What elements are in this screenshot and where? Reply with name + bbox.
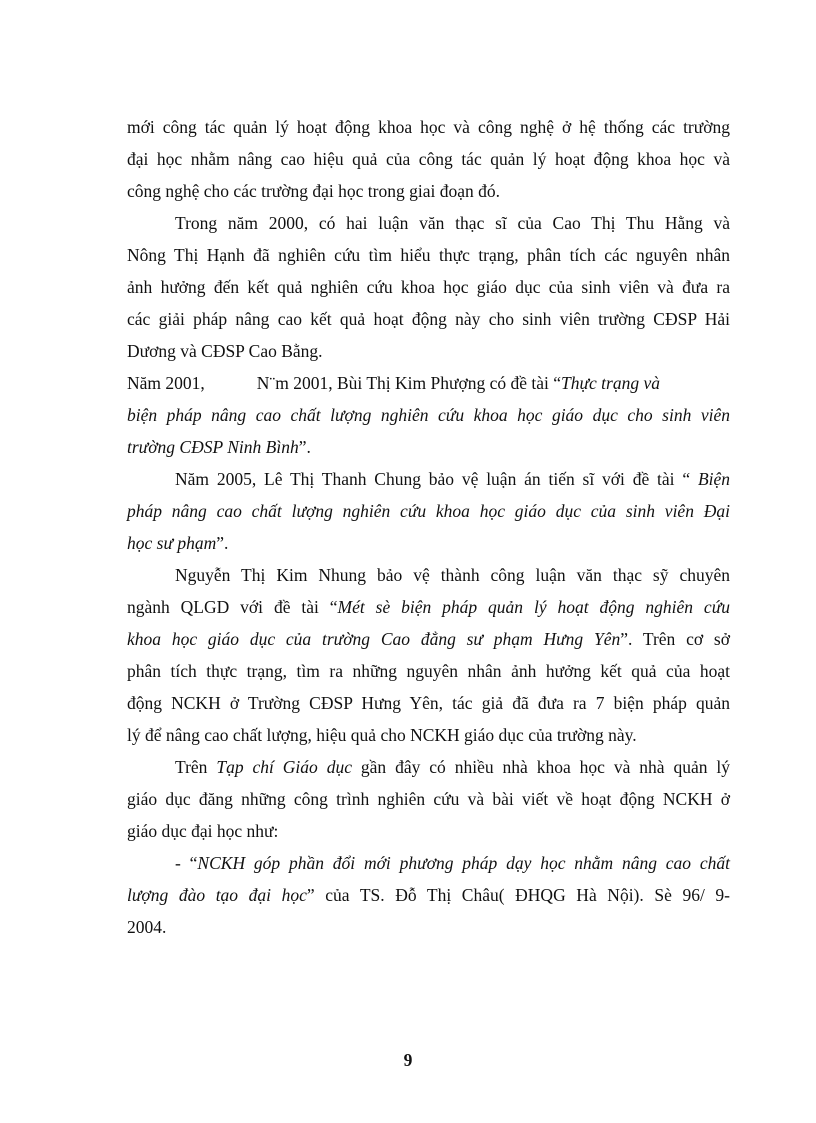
text-run: - “	[175, 853, 198, 873]
text-line: động NCKH ở Trường CĐSP Hưng Yên, tác giả đã đưa ra 7 biện pháp quản	[127, 693, 730, 713]
italic-run: học sư phạm	[127, 533, 217, 553]
text-line: giáo dục đăng những công trình nghiên cứu và bài viết về hoạt động NCKH ở	[127, 789, 730, 809]
text-line: ảnh hưởng đến kết quả nghiên cứu khoa học giáo dục của sinh viên và đưa ra	[127, 277, 730, 297]
italic-run: Mét sè biện pháp quản lý hoạt động nghiên cứu	[337, 597, 730, 617]
italic-run: NCKH góp phần đổi mới phương pháp dạy học nhằm nâng cao chất	[197, 853, 730, 873]
text-line: Dương và CĐSP Cao Bằng.	[127, 341, 323, 361]
italic-run: Biện	[697, 469, 731, 489]
text-line: biện pháp nâng cao chất lượng nghiên cứu khoa học giáo dục cho sinh viên	[127, 405, 730, 425]
text-line: Nguyễn Thị Kim Nhung bảo vệ thành công luận văn thạc sỹ chuyên	[175, 565, 730, 585]
text-line	[127, 528, 730, 558]
text-line: công nghệ cho các trường đại học trong giai đoạn đó.	[127, 181, 501, 201]
text-line: Nông Thị Hạnh đã nghiên cứu tìm hiểu thực trạng, phân tích các nguyên nhân	[127, 245, 730, 265]
text-line: lý để nâng cao chất lượng, hiệu quả cho NCKH giáo dục của trường này.	[127, 725, 637, 745]
text-run: ”.	[298, 437, 311, 457]
text-run: Năm 2005, Lê Thị Thanh Chung bảo vệ luận án tiến sĩ với đề tài “	[175, 469, 691, 489]
text-line: Trong năm 2000, có hai luận văn thạc sĩ của Cao Thị Thu Hằng và	[175, 213, 730, 233]
text-run: Năm 2001,	[127, 373, 205, 393]
italic-run: lượng đào tạo đại học	[127, 885, 307, 905]
text-line: giáo dục đại học như:	[127, 821, 279, 841]
text-line: đại học nhằm nâng cao hiệu quả của công tác quản lý hoạt động khoa học và	[127, 149, 730, 169]
text-line	[127, 368, 730, 398]
text-line: pháp nâng cao chất lượng nghiên cứu khoa học giáo dục của sinh viên Đại	[127, 501, 730, 521]
text-line	[127, 464, 730, 494]
text-run: N¨m 2001, Bùi Thị Kim Phượng có đề tài “	[256, 373, 562, 393]
text-run: ngành QLGD với đề tài “	[127, 597, 338, 617]
italic-run: Thực trạng và	[561, 373, 660, 393]
italic-run: Tạp chí Giáo dục	[216, 757, 352, 777]
text-run: gần đây có nhiều nhà khoa học và nhà quản lý	[351, 757, 730, 777]
text-line	[127, 880, 730, 910]
italic-run: trường CĐSP Ninh Bình	[127, 437, 299, 457]
text-line: mới công tác quản lý hoạt động khoa học và công nghệ ở hệ thống các trường	[127, 117, 730, 137]
text-line: các giải pháp nâng cao kết quả hoạt động này cho sinh viên trường CĐSP Hải	[127, 309, 730, 329]
text-run: ”. Trên cơ sở	[620, 629, 730, 649]
text-line	[127, 624, 730, 654]
text-line: phân tích thực trạng, tìm ra những nguyên nhân ảnh hưởng kết quả của hoạt	[127, 661, 730, 681]
page-number: 9	[403, 1050, 413, 1070]
text-line	[127, 752, 730, 782]
text-run: Trên	[175, 757, 217, 777]
text-line: 2004.	[127, 917, 167, 937]
text-run: ”.	[216, 533, 229, 553]
text-line	[127, 848, 730, 878]
text-run: ” của TS. Đỗ Thị Châu( ĐHQG Hà Nội). Sè 96/ 9-	[306, 885, 730, 905]
text-line	[127, 592, 730, 622]
text-line	[127, 432, 730, 462]
italic-run: khoa học giáo dục của trường Cao đẳng sư phạm Hưng Yên	[127, 629, 621, 649]
